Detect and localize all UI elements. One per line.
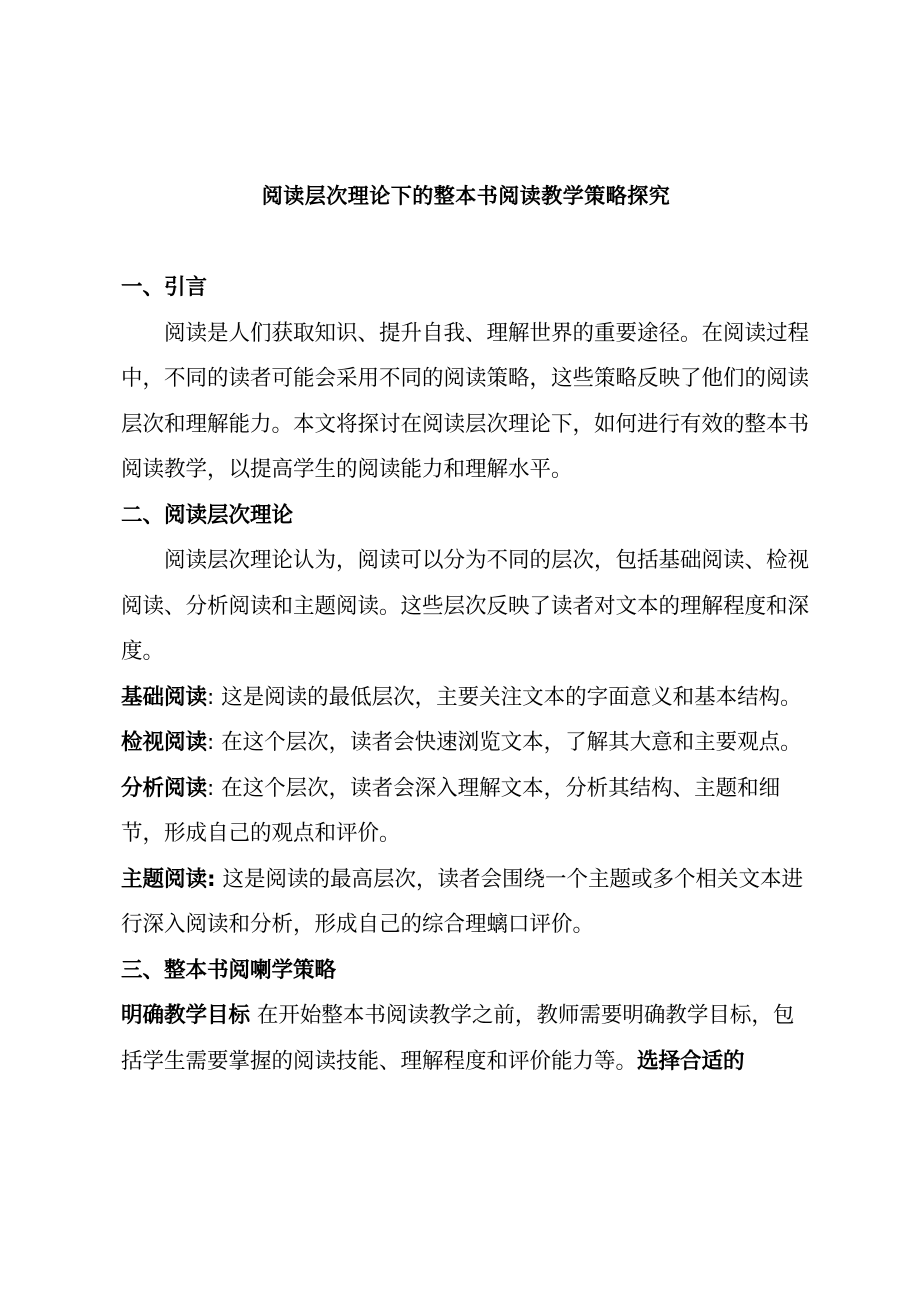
strategy-term: 明确教学目标 — [121, 1003, 251, 1028]
level-item-analytical — [121, 766, 811, 857]
section-heading-introduction: 一、引言 — [121, 275, 208, 300]
level-description: 在这个层次，读者会快速浏览文本，了解其大意和主要观点。 — [221, 730, 802, 755]
reading-levels-paragraph: 阅读层次理论认为，阅读可以分为不同的层次，包括基础阅读、检视阅读、分析阅读和主题阅读。这些层次反映了读者对文本的理解程度和深度。 — [121, 548, 810, 664]
level-item-basic — [121, 675, 811, 721]
strategy-item-teaching-goals — [121, 993, 811, 1084]
level-term: 基础阅读 — [121, 684, 208, 710]
strategy-description: 在开始整本书阅读教学之前，教师需要明确教学目标，包括学生需要掌握的阅读技能、理解程度和评价能力等。 — [121, 1003, 795, 1074]
introduction-paragraph: 阅读是人们获取知识、提升自我、理解世界的重要途径。在阅读过程中，不同的读者可能会采用不同的阅读策略，这些策略反映了他们的阅读层次和理解能力。本文将探讨在阅读层次理论下，如何进行有效的整本书阅读教学，以提高学生的阅读能力和理解水平。 — [121, 320, 810, 482]
strategy-separator — [250, 1003, 257, 1028]
level-item-inspectional — [121, 720, 811, 766]
level-separator: : — [207, 730, 222, 755]
level-description: 在这个层次，读者会深入理解文本，分析其结构、主题和细节，形成自己的观点和评价。 — [121, 775, 781, 846]
level-term: 检视阅读 — [121, 730, 208, 755]
level-term: 分析阅读 — [121, 775, 208, 801]
section-heading-strategies: 三、整本书阅喇学策略 — [121, 957, 337, 983]
level-term: 主题阅读: — [121, 866, 216, 892]
next-strategy-term: 选择合适的 — [637, 1048, 745, 1074]
level-separator: : — [207, 775, 222, 801]
level-description: 这是阅读的最低层次，主要关注文本的字面意义和基本结构。 — [221, 684, 802, 710]
level-item-syntopical — [121, 857, 811, 948]
document-title: 阅读层次理论下的整本书阅读教学策略探究 — [261, 184, 671, 208]
document-body — [121, 265, 811, 1084]
level-description: 这是阅读的最高层次，读者会围绕一个主题或多个相关文本进行深入阅读和分析，形成自己的综合理螭口评价。 — [121, 866, 803, 937]
level-separator: : — [207, 684, 222, 710]
section-heading-reading-levels: 二、阅读层次理论 — [121, 502, 294, 528]
